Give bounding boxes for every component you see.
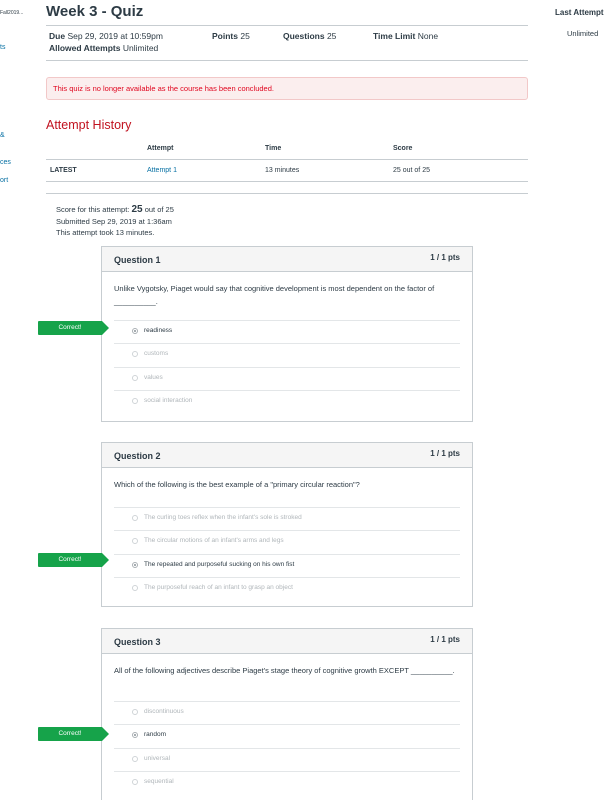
duration-line: This attempt took 13 minutes. <box>56 228 155 237</box>
answer-text: readiness <box>144 327 173 334</box>
question-title: Question 1 <box>114 255 161 265</box>
correct-flag <box>38 321 110 335</box>
answer-option[interactable] <box>114 771 460 794</box>
score-line <box>56 204 174 216</box>
answer-list <box>114 320 460 413</box>
answer-option[interactable] <box>114 507 460 530</box>
answer-text: customs <box>144 350 169 358</box>
radio-icon <box>132 515 138 521</box>
questions-label: Questions <box>283 31 325 41</box>
answer-text: values <box>144 373 163 381</box>
score-prefix: Score for this attempt: <box>56 205 130 214</box>
due-value: Sep 29, 2019 at 10:59pm <box>67 31 163 41</box>
correct-label: Correct! <box>38 553 102 567</box>
course-nav <box>0 0 40 800</box>
flag-arrow-icon <box>102 321 109 335</box>
due-label: Due <box>49 31 66 41</box>
question-header <box>102 247 472 272</box>
course-nav-item[interactable]: ort <box>0 177 9 184</box>
time-limit-label: Time Limit <box>373 31 416 41</box>
table-header <box>46 140 528 160</box>
attempt-summary <box>56 204 174 239</box>
correct-label: Correct! <box>38 321 102 335</box>
last-attempt-label: Last Attempt <box>555 8 604 17</box>
header-time: Time <box>265 145 282 152</box>
due-info <box>49 31 163 41</box>
answer-option[interactable] <box>114 554 460 577</box>
radio-icon <box>132 779 138 785</box>
radio-icon <box>132 538 138 544</box>
answer-list <box>114 507 460 600</box>
radio-selected-icon <box>132 562 138 568</box>
answer-text: random <box>144 731 167 739</box>
question-text: Unlike Vygotsky, Piaget would say that cognitive development is most dependent on the factor of __________. <box>114 284 435 306</box>
attempt-link[interactable]: Attempt 1 <box>147 167 177 174</box>
radio-icon <box>132 585 138 591</box>
course-nav-term: Fall2019... <box>0 10 24 16</box>
question-points: 1 / 1 pts <box>430 449 460 458</box>
answer-text: The curling toes reflex when the infant's sole is stroked <box>144 514 302 521</box>
answer-option[interactable] <box>114 390 460 413</box>
header-score: Score <box>393 145 413 152</box>
question-title: Question 3 <box>114 637 161 647</box>
quiz-header <box>46 0 528 61</box>
correct-flag <box>38 727 110 741</box>
course-nav-item[interactable]: ces <box>0 159 11 166</box>
questions-value: 25 <box>326 31 337 41</box>
answer-option[interactable] <box>114 724 460 747</box>
radio-selected-icon <box>132 732 138 738</box>
question-points: 1 / 1 pts <box>430 635 460 644</box>
answer-text: The purposeful reach of an infant to grasp an object <box>144 583 293 591</box>
points-label: Points <box>212 31 238 41</box>
points-value: 25 <box>240 31 250 41</box>
radio-icon <box>132 709 138 715</box>
answer-option[interactable] <box>114 577 460 600</box>
radio-selected-icon <box>132 328 138 334</box>
divider <box>46 193 528 194</box>
questions-info <box>283 31 336 41</box>
question-text: All of the following adjectives describe Piaget's stage theory of cognitive growth EXCEPT __________. <box>114 666 455 675</box>
header-attempt: Attempt <box>147 145 174 152</box>
attempts-label: Allowed Attempts <box>49 43 121 53</box>
radio-icon <box>132 375 138 381</box>
attempt-time: 13 minutes <box>265 167 300 174</box>
score-suffix: out of 25 <box>144 205 174 214</box>
question-header <box>102 629 472 654</box>
question-text: Which of the following is the best example of a "primary circular reaction"? <box>114 480 360 489</box>
flag-arrow-icon <box>102 727 109 741</box>
score-value: 25 <box>131 204 143 215</box>
attempts-value: Unlimited <box>122 43 159 53</box>
answer-option[interactable] <box>114 367 460 390</box>
answer-option[interactable] <box>114 530 460 553</box>
answer-text: discontinuous <box>144 708 184 715</box>
flag-arrow-icon <box>102 553 109 567</box>
question-card <box>101 628 473 800</box>
radio-icon <box>132 351 138 357</box>
course-concluded-alert: This quiz is no longer available as the course has been concluded. <box>46 77 528 100</box>
question-title: Question 2 <box>114 451 161 461</box>
answer-text: social interaction <box>144 396 193 404</box>
points-info <box>212 31 250 41</box>
radio-icon <box>132 756 138 762</box>
attempt-history-title: Attempt History <box>46 118 132 132</box>
answer-option[interactable] <box>114 343 460 366</box>
answer-option[interactable] <box>114 701 460 724</box>
submitted-line: Submitted Sep 29, 2019 at 1:36am <box>56 216 172 226</box>
quiz-meta <box>46 26 528 60</box>
attempts-info <box>49 43 158 53</box>
last-attempt-value: Unlimited <box>567 29 599 38</box>
question-card <box>101 246 473 422</box>
course-nav-item[interactable]: ts <box>0 44 6 51</box>
table-row <box>46 160 528 182</box>
radio-icon <box>132 398 138 404</box>
correct-flag <box>38 553 110 567</box>
time-limit-value: None <box>417 31 439 41</box>
page-title: Week 3 - Quiz <box>46 3 144 20</box>
question-header <box>102 443 472 468</box>
attempt-history-table <box>46 140 528 182</box>
answer-text: The repeated and purposeful sucking on his own fist <box>144 560 295 568</box>
latest-label: LATEST <box>50 167 77 174</box>
question-card <box>101 442 473 607</box>
answer-option[interactable] <box>114 320 460 343</box>
course-nav-item[interactable]: & <box>0 132 5 139</box>
answer-option[interactable] <box>114 748 460 771</box>
question-points: 1 / 1 pts <box>430 253 460 262</box>
answer-text: universal <box>144 754 171 762</box>
divider <box>46 60 528 61</box>
time-limit-info <box>373 31 438 41</box>
answer-text: sequential <box>144 777 174 785</box>
answer-list <box>114 701 460 794</box>
answer-text: The circular motions of an infant's arms and legs <box>144 537 284 545</box>
correct-label: Correct! <box>38 727 102 741</box>
attempt-score: 25 out of 25 <box>393 167 430 174</box>
